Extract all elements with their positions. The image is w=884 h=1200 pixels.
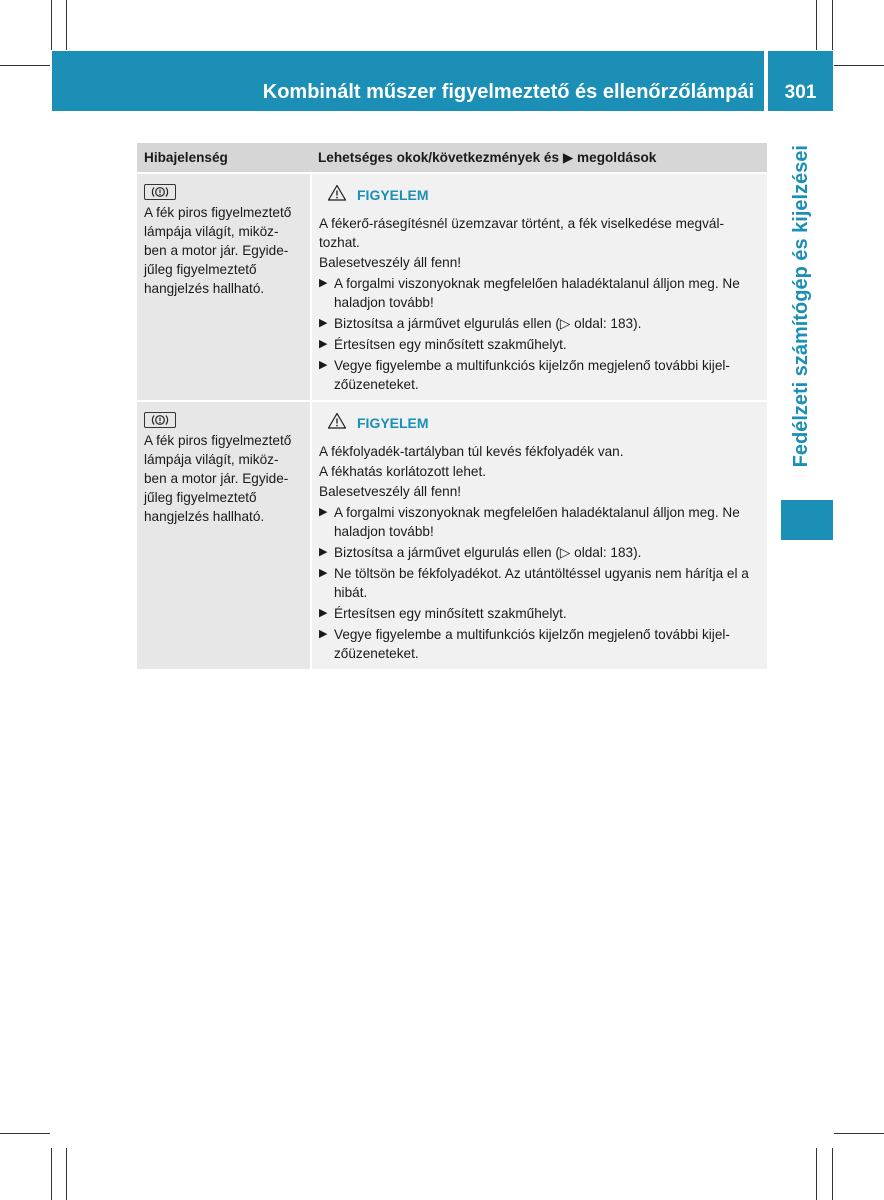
table-row [137,173,767,401]
crop-mark [66,1148,67,1200]
crop-mark [816,0,817,50]
cause-paragraph: Balesetveszély áll fenn! [319,484,462,499]
action-text: A forgalmi viszonyoknak megfelelően haladéktalanul álljon meg. Ne haladjon tovább! [334,276,740,310]
page-number-box [768,51,833,111]
action-item [319,314,760,333]
action-item [319,274,760,312]
cause-paragraph: A fékfolyadék-tartályban túl kevés fékfolyadék van. [319,444,624,459]
action-text: A forgalmi viszonyoknak megfelelően haladéktalanul álljon meg. Ne haladjon tovább! [334,505,740,539]
action-item [319,503,760,541]
bullet-arrow-icon: ▶ [319,567,328,579]
action-text: Vegye figyelembe a multifunkciós kijelzőn megjelenő további kijel-zőüzeneteket. [334,627,730,661]
cause-paragraph: A fékerő-rásegítésnél üzemzavar történt, a fék viselkedése megvál-tozhat. [319,216,724,250]
bullet-arrow-icon: ▶ [319,277,328,289]
fault-table [137,143,767,669]
cause-paragraph: A fékhatás korlátozott lehet. [319,464,487,479]
col-header-symptom: Hibajelenség [137,143,311,173]
crop-mark [66,0,67,50]
header-bar [52,51,764,111]
col-header-causes: Lehetséges okok/következmények és ▶ megoldások [311,143,767,173]
crop-mark [834,65,884,66]
action-text: Biztosítsa a járművet elgurulás ellen (▷ oldal: 183). [334,545,642,560]
bullet-arrow-icon: ▶ [319,359,328,371]
crop-mark [832,0,833,50]
bullet-arrow-icon: ▶ [319,607,328,619]
bullet-arrow-icon: ▶ [319,317,328,329]
side-tab [781,120,821,492]
crop-mark [832,1148,833,1200]
warning-triangle-icon [327,184,347,206]
warning-label: FIGYELEM [357,414,429,431]
action-item [319,564,760,602]
crop-mark [834,1133,884,1134]
crop-mark [816,1148,817,1200]
action-text: Értesítsen egy minősített szakműhelyt. [334,337,567,352]
symptom-cell [137,401,311,669]
bullet-arrow-icon: ▶ [319,628,328,640]
warning-triangle-icon [327,412,347,434]
causes-cell [311,173,767,401]
table-header-row [137,143,767,173]
bullet-arrow-icon: ▶ [319,546,328,558]
side-tab-label: Fedélzeti számítógép és kijelzései [789,144,812,468]
bullet-arrow-icon: ▶ [319,338,328,350]
symptom-cell [137,173,311,401]
action-text: Értesítsen egy minősített szakműhelyt. [334,606,567,621]
side-tab-marker [781,500,833,540]
page-number: 301 [784,82,817,103]
crop-mark [51,0,52,50]
bullet-arrow-icon: ▶ [319,506,328,518]
symptom-text: A fék piros figyelmeztető lámpája világít, miköz- ben a motor jár. Egyide- jűleg figyelmeztető hangjelzés hallható. [144,433,292,524]
warning-label: FIGYELEM [357,186,429,203]
action-item [319,543,760,562]
action-text: Biztosítsa a járművet elgurulás ellen (▷ oldal: 183). [334,316,642,331]
causes-cell [311,401,767,669]
brake-warning-icon [144,412,176,428]
crop-mark [51,1148,52,1200]
crop-mark [0,65,50,66]
action-text: Ne töltsön be fékfolyadékot. Az utántöltéssel ugyanis nem hárítja el a hibát. [334,566,749,600]
crop-mark [0,1133,50,1134]
action-item [319,604,760,623]
cause-paragraph: Balesetveszély áll fenn! [319,255,462,270]
page-title: Kombinált műszer figyelmeztető és ellenőrzőlámpái [262,81,754,103]
brake-warning-icon [144,184,176,200]
action-item [319,335,760,354]
warning-heading [327,184,760,206]
table-row [137,401,767,669]
symptom-text: A fék piros figyelmeztető lámpája világít, miköz- ben a motor jár. Egyide- jűleg figyelmeztető hangjelzés hallható. [144,205,292,296]
warning-heading [327,412,760,434]
action-item [319,625,760,663]
action-item [319,356,760,394]
action-text: Vegye figyelembe a multifunkciós kijelzőn megjelenő további kijel-zőüzeneteket. [334,358,730,392]
